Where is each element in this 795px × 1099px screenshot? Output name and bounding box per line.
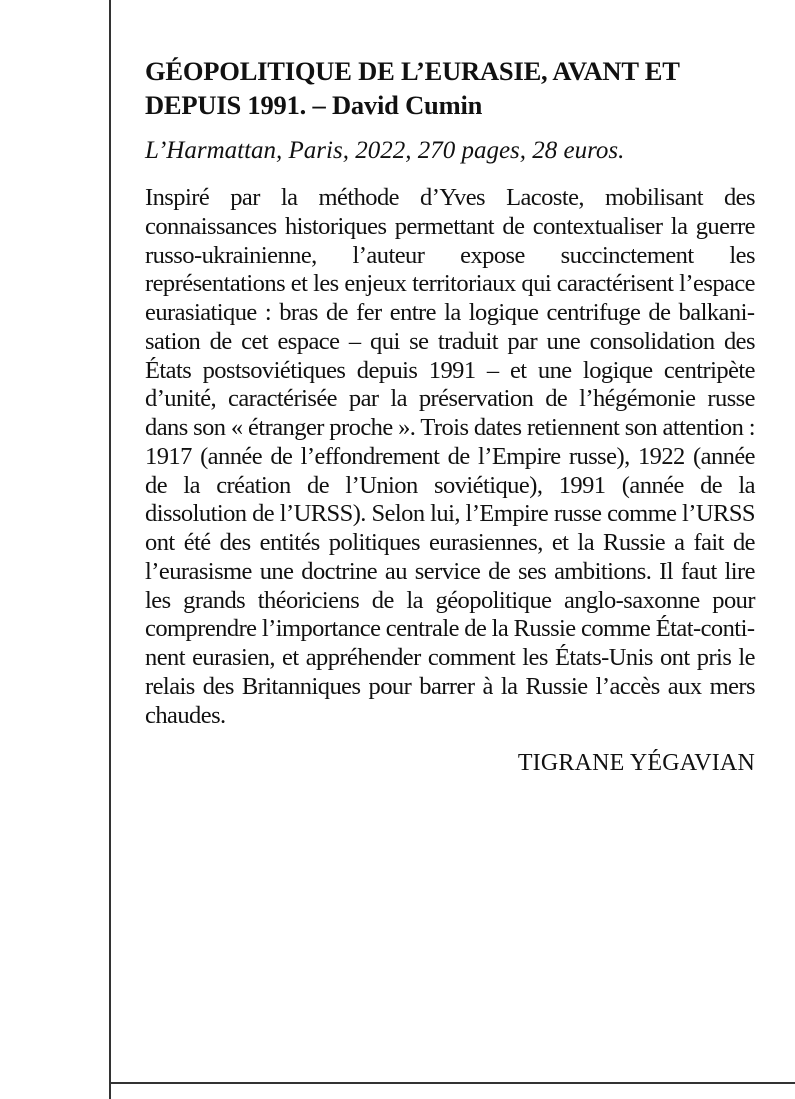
review-author: TIGRANE YÉGAVIAN	[517, 750, 755, 777]
book-review	[145, 54, 755, 778]
review-title: GÉOPOLITIQUE DE L’EURASIE, AVANT ET DEPUIS 1991. – David Cumin	[145, 56, 680, 120]
page-frame-bottom-rule	[109, 1082, 795, 1084]
publication-info: L’Harmattan, Paris, 2022, 270 pages, 28 euros.	[145, 137, 625, 164]
page-frame-left-rule	[109, 0, 111, 1099]
review-body: Inspiré par la méthode d’Yves Lacoste, mobilisant des connaissances historiques permettant de contextualiser la guerre russo-ukrainienne, l’auteur expose succinctement les représentations et les enjeux territoriaux qui caractérisent l’espace eurasiatique : bras de fer entre la logique centrifuge de balkanisation de cet espace – qui se traduit par une consolidation des États postsoviétiques depuis 1991 – et une logique centripète d’unité, caractérisée par la préservation de l’hégémonie russe dans son « étranger proche ». Trois dates retiennent son attention : 1917 (année de l’effondrement de l’Empire russe), 1922 (année de la création de l’Union soviétique), 1991 (année de la dissolution de l’URSS). Selon lui, l’Empire russe comme l’URSS ont été des entités politiques eurasiennes, et la Russie a fait de l’eurasisme une doctrine au service de ses ambitions. Il faut lire les grands théoriciens de la géopolitique anglo-saxonne pour comprendre l’importance centrale de la Russie comme État-continent eurasien, et appréhender comment les États-Unis ont pris le relais des Britanniques pour barrer à la Russie l’accès aux mers chaudes.	[145, 184, 755, 729]
